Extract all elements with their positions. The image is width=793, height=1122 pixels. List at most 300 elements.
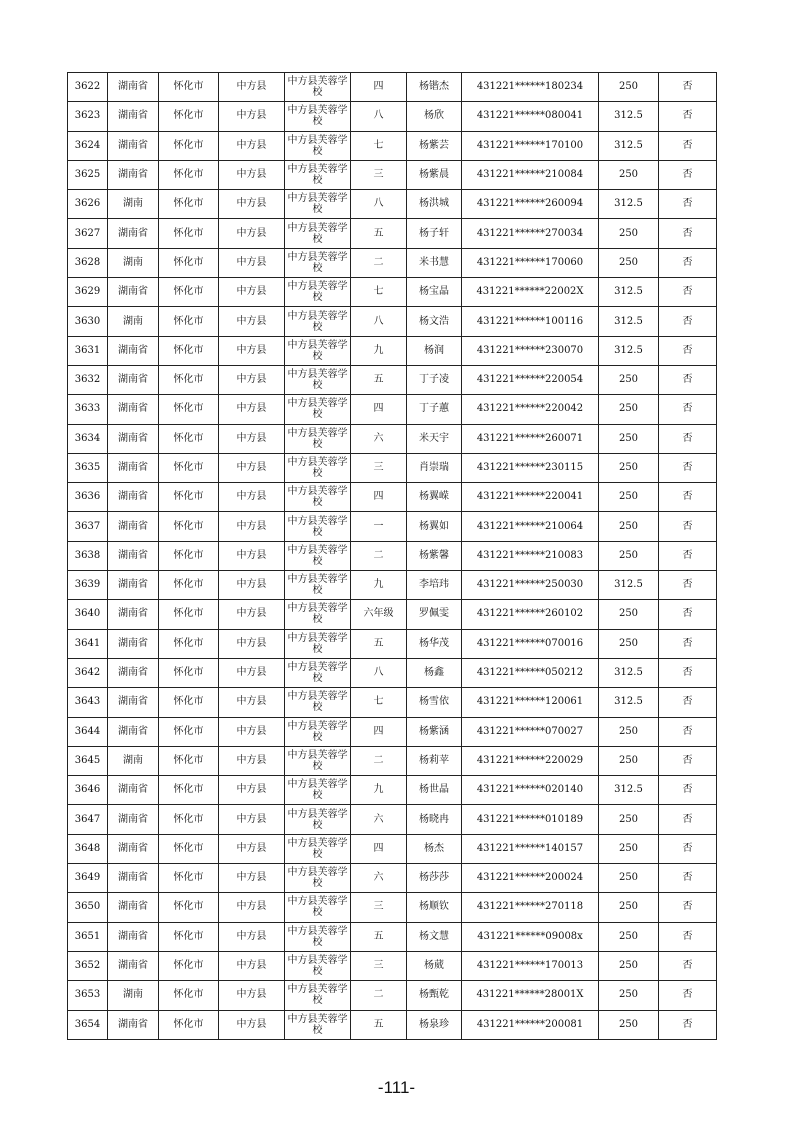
amount-cell: 312.5 [599,131,659,160]
county-cell: 中方县 [219,160,285,189]
seq-cell: 3637 [68,512,108,541]
seq-cell: 3622 [68,73,108,102]
amount-cell: 250 [599,365,659,394]
amount-cell: 250 [599,248,659,277]
seq-cell: 3647 [68,805,108,834]
flag-cell: 否 [659,922,717,951]
name-cell: 肖崇瑞 [407,453,462,482]
grade-cell: 四 [351,483,407,512]
name-cell: 杨葳 [407,951,462,980]
county-cell: 中方县 [219,424,285,453]
seq-cell: 3628 [68,248,108,277]
school-cell: 中方县芙蓉学校 [285,893,351,922]
id-number-cell: 431221******170100 [462,131,599,160]
province-cell: 湖南省 [108,395,159,424]
id-number-cell: 431221******260102 [462,600,599,629]
seq-cell: 3638 [68,541,108,570]
school-cell: 中方县芙蓉学校 [285,336,351,365]
table-row [68,102,717,131]
flag-cell: 否 [659,278,717,307]
grade-cell: 六 [351,805,407,834]
amount-cell: 250 [599,951,659,980]
flag-cell: 否 [659,658,717,687]
city-cell: 怀化市 [159,336,219,365]
name-cell: 杨顺钦 [407,893,462,922]
city-cell: 怀化市 [159,834,219,863]
school-cell: 中方县芙蓉学校 [285,658,351,687]
flag-cell: 否 [659,424,717,453]
province-cell: 湖南省 [108,600,159,629]
name-cell: 杨雪依 [407,688,462,717]
county-cell: 中方县 [219,688,285,717]
id-number-cell: 431221******230115 [462,453,599,482]
seq-cell: 3644 [68,717,108,746]
grade-cell: 五 [351,1010,407,1039]
province-cell: 湖南 [108,981,159,1010]
seq-cell: 3646 [68,776,108,805]
name-cell: 杨世晶 [407,776,462,805]
flag-cell: 否 [659,893,717,922]
amount-cell: 312.5 [599,776,659,805]
name-cell: 杨莉苹 [407,746,462,775]
county-cell: 中方县 [219,658,285,687]
table-row [68,131,717,160]
flag-cell: 否 [659,688,717,717]
school-cell: 中方县芙蓉学校 [285,629,351,658]
county-cell: 中方县 [219,190,285,219]
name-cell: 杨洪城 [407,190,462,219]
table-row [68,395,717,424]
table-row [68,73,717,102]
school-cell: 中方县芙蓉学校 [285,541,351,570]
city-cell: 怀化市 [159,395,219,424]
county-cell: 中方县 [219,219,285,248]
seq-cell: 3641 [68,629,108,658]
grade-cell: 六年级 [351,600,407,629]
name-cell: 杨鑫 [407,658,462,687]
table-row [68,190,717,219]
province-cell: 湖南省 [108,131,159,160]
city-cell: 怀化市 [159,658,219,687]
grade-cell: 四 [351,395,407,424]
id-number-cell: 431221******200024 [462,864,599,893]
grade-cell: 七 [351,688,407,717]
table-row [68,922,717,951]
amount-cell: 312.5 [599,336,659,365]
county-cell: 中方县 [219,336,285,365]
id-number-cell: 431221******210084 [462,160,599,189]
table-row [68,336,717,365]
amount-cell: 250 [599,541,659,570]
school-cell: 中方县芙蓉学校 [285,600,351,629]
amount-cell: 312.5 [599,571,659,600]
table-row [68,453,717,482]
flag-cell: 否 [659,248,717,277]
grade-cell: 八 [351,102,407,131]
city-cell: 怀化市 [159,512,219,541]
table-row [68,219,717,248]
flag-cell: 否 [659,336,717,365]
seq-cell: 3631 [68,336,108,365]
county-cell: 中方县 [219,365,285,394]
id-number-cell: 431221******260094 [462,190,599,219]
province-cell: 湖南省 [108,365,159,394]
county-cell: 中方县 [219,307,285,336]
flag-cell: 否 [659,834,717,863]
grade-cell: 七 [351,278,407,307]
province-cell: 湖南省 [108,658,159,687]
province-cell: 湖南省 [108,160,159,189]
name-cell: 杨紫涵 [407,717,462,746]
seq-cell: 3627 [68,219,108,248]
city-cell: 怀化市 [159,160,219,189]
table-row [68,805,717,834]
seq-cell: 3626 [68,190,108,219]
amount-cell: 250 [599,805,659,834]
id-number-cell: 431221******210083 [462,541,599,570]
school-cell: 中方县芙蓉学校 [285,424,351,453]
id-number-cell: 431221******270118 [462,893,599,922]
city-cell: 怀化市 [159,688,219,717]
flag-cell: 否 [659,629,717,658]
seq-cell: 3653 [68,981,108,1010]
flag-cell: 否 [659,805,717,834]
table-row [68,600,717,629]
county-cell: 中方县 [219,278,285,307]
flag-cell: 否 [659,981,717,1010]
county-cell: 中方县 [219,102,285,131]
name-cell: 米书慧 [407,248,462,277]
county-cell: 中方县 [219,73,285,102]
city-cell: 怀化市 [159,190,219,219]
name-cell: 杨子轩 [407,219,462,248]
county-cell: 中方县 [219,600,285,629]
seq-cell: 3633 [68,395,108,424]
table-row [68,834,717,863]
name-cell: 杨甄乾 [407,981,462,1010]
id-number-cell: 431221******070027 [462,717,599,746]
city-cell: 怀化市 [159,248,219,277]
seq-cell: 3634 [68,424,108,453]
name-cell: 杨紫晨 [407,160,462,189]
seq-cell: 3624 [68,131,108,160]
school-cell: 中方县芙蓉学校 [285,922,351,951]
province-cell: 湖南省 [108,951,159,980]
city-cell: 怀化市 [159,483,219,512]
school-cell: 中方县芙蓉学校 [285,981,351,1010]
city-cell: 怀化市 [159,629,219,658]
province-cell: 湖南 [108,248,159,277]
seq-cell: 3636 [68,483,108,512]
id-number-cell: 431221******220054 [462,365,599,394]
id-number-cell: 431221******070016 [462,629,599,658]
amount-cell: 250 [599,834,659,863]
amount-cell: 312.5 [599,688,659,717]
school-cell: 中方县芙蓉学校 [285,131,351,160]
province-cell: 湖南省 [108,102,159,131]
grade-cell: 五 [351,629,407,658]
province-cell: 湖南 [108,190,159,219]
table-row [68,717,717,746]
seq-cell: 3640 [68,600,108,629]
city-cell: 怀化市 [159,600,219,629]
city-cell: 怀化市 [159,746,219,775]
id-number-cell: 431221******250030 [462,571,599,600]
grade-cell: 六 [351,864,407,893]
city-cell: 怀化市 [159,922,219,951]
province-cell: 湖南省 [108,512,159,541]
county-cell: 中方县 [219,453,285,482]
amount-cell: 312.5 [599,658,659,687]
name-cell: 丁子凌 [407,365,462,394]
table-row [68,776,717,805]
id-number-cell: 431221******170013 [462,951,599,980]
name-cell: 杨翼如 [407,512,462,541]
table-row [68,658,717,687]
county-cell: 中方县 [219,1010,285,1039]
province-cell: 湖南省 [108,483,159,512]
city-cell: 怀化市 [159,307,219,336]
province-cell: 湖南省 [108,834,159,863]
city-cell: 怀化市 [159,424,219,453]
grade-cell: 八 [351,658,407,687]
city-cell: 怀化市 [159,717,219,746]
flag-cell: 否 [659,512,717,541]
city-cell: 怀化市 [159,951,219,980]
province-cell: 湖南省 [108,571,159,600]
school-cell: 中方县芙蓉学校 [285,190,351,219]
id-number-cell: 431221******170060 [462,248,599,277]
flag-cell: 否 [659,307,717,336]
province-cell: 湖南省 [108,541,159,570]
amount-cell: 250 [599,483,659,512]
county-cell: 中方县 [219,571,285,600]
county-cell: 中方县 [219,922,285,951]
id-number-cell: 431221******220042 [462,395,599,424]
province-cell: 湖南 [108,746,159,775]
id-number-cell: 431221******220041 [462,483,599,512]
name-cell: 丁子蕙 [407,395,462,424]
id-number-cell: 431221******020140 [462,776,599,805]
amount-cell: 250 [599,864,659,893]
table-row [68,1010,717,1039]
amount-cell: 250 [599,424,659,453]
school-cell: 中方县芙蓉学校 [285,483,351,512]
county-cell: 中方县 [219,864,285,893]
province-cell: 湖南省 [108,688,159,717]
flag-cell: 否 [659,951,717,980]
table-row [68,160,717,189]
flag-cell: 否 [659,1010,717,1039]
flag-cell: 否 [659,73,717,102]
id-number-cell: 431221******180234 [462,73,599,102]
amount-cell: 250 [599,629,659,658]
county-cell: 中方县 [219,893,285,922]
seq-cell: 3632 [68,365,108,394]
grade-cell: 三 [351,951,407,980]
id-number-cell: 431221******09008x [462,922,599,951]
id-number-cell: 431221******200081 [462,1010,599,1039]
seq-cell: 3642 [68,658,108,687]
id-number-cell: 431221******260071 [462,424,599,453]
grade-cell: 五 [351,922,407,951]
school-cell: 中方县芙蓉学校 [285,307,351,336]
grade-cell: 一 [351,512,407,541]
seq-cell: 3643 [68,688,108,717]
grade-cell: 二 [351,541,407,570]
amount-cell: 250 [599,922,659,951]
city-cell: 怀化市 [159,219,219,248]
seq-cell: 3648 [68,834,108,863]
name-cell: 杨晓冉 [407,805,462,834]
amount-cell: 312.5 [599,307,659,336]
province-cell: 湖南省 [108,424,159,453]
county-cell: 中方县 [219,512,285,541]
school-cell: 中方县芙蓉学校 [285,688,351,717]
province-cell: 湖南省 [108,864,159,893]
seq-cell: 3652 [68,951,108,980]
school-cell: 中方县芙蓉学校 [285,1010,351,1039]
name-cell: 米天宇 [407,424,462,453]
table-row [68,893,717,922]
grade-cell: 八 [351,190,407,219]
county-cell: 中方县 [219,131,285,160]
grade-cell: 三 [351,160,407,189]
county-cell: 中方县 [219,483,285,512]
province-cell: 湖南省 [108,336,159,365]
county-cell: 中方县 [219,834,285,863]
province-cell: 湖南省 [108,629,159,658]
grade-cell: 二 [351,248,407,277]
province-cell: 湖南省 [108,453,159,482]
page-number: -111- [377,1078,416,1097]
city-cell: 怀化市 [159,864,219,893]
table-row [68,365,717,394]
amount-cell: 250 [599,893,659,922]
table-row [68,571,717,600]
county-cell: 中方县 [219,776,285,805]
county-cell: 中方县 [219,717,285,746]
school-cell: 中方县芙蓉学校 [285,453,351,482]
amount-cell: 312.5 [599,190,659,219]
id-number-cell: 431221******050212 [462,658,599,687]
name-cell: 杨宝晶 [407,278,462,307]
table-row [68,512,717,541]
amount-cell: 250 [599,160,659,189]
table-row [68,248,717,277]
province-cell: 湖南省 [108,73,159,102]
flag-cell: 否 [659,571,717,600]
grade-cell: 三 [351,453,407,482]
grade-cell: 九 [351,336,407,365]
seq-cell: 3639 [68,571,108,600]
amount-cell: 250 [599,512,659,541]
grade-cell: 九 [351,776,407,805]
province-cell: 湖南省 [108,805,159,834]
city-cell: 怀化市 [159,893,219,922]
seq-cell: 3651 [68,922,108,951]
grade-cell: 二 [351,746,407,775]
county-cell: 中方县 [219,981,285,1010]
name-cell: 杨文浩 [407,307,462,336]
amount-cell: 250 [599,219,659,248]
table-row [68,483,717,512]
flag-cell: 否 [659,483,717,512]
grade-cell: 八 [351,307,407,336]
city-cell: 怀化市 [159,571,219,600]
county-cell: 中方县 [219,248,285,277]
school-cell: 中方县芙蓉学校 [285,102,351,131]
province-cell: 湖南省 [108,717,159,746]
name-cell: 杨文慧 [407,922,462,951]
table-row [68,864,717,893]
city-cell: 怀化市 [159,73,219,102]
school-cell: 中方县芙蓉学校 [285,776,351,805]
id-number-cell: 431221******120061 [462,688,599,717]
id-number-cell: 431221******270034 [462,219,599,248]
flag-cell: 否 [659,160,717,189]
school-cell: 中方县芙蓉学校 [285,571,351,600]
flag-cell: 否 [659,219,717,248]
county-cell: 中方县 [219,746,285,775]
city-cell: 怀化市 [159,131,219,160]
grade-cell: 二 [351,981,407,1010]
school-cell: 中方县芙蓉学校 [285,73,351,102]
table-row [68,629,717,658]
flag-cell: 否 [659,541,717,570]
table-row [68,951,717,980]
name-cell: 杨杰 [407,834,462,863]
name-cell: 李培玮 [407,571,462,600]
flag-cell: 否 [659,600,717,629]
grade-cell: 四 [351,73,407,102]
flag-cell: 否 [659,746,717,775]
flag-cell: 否 [659,365,717,394]
id-number-cell: 431221******010189 [462,805,599,834]
flag-cell: 否 [659,395,717,424]
school-cell: 中方县芙蓉学校 [285,248,351,277]
county-cell: 中方县 [219,395,285,424]
seq-cell: 3623 [68,102,108,131]
flag-cell: 否 [659,717,717,746]
amount-cell: 250 [599,600,659,629]
city-cell: 怀化市 [159,102,219,131]
school-cell: 中方县芙蓉学校 [285,395,351,424]
province-cell: 湖南省 [108,1010,159,1039]
table-row [68,746,717,775]
amount-cell: 250 [599,395,659,424]
amount-cell: 250 [599,981,659,1010]
amount-cell: 312.5 [599,278,659,307]
id-number-cell: 431221******28001X [462,981,599,1010]
id-number-cell: 431221******220029 [462,746,599,775]
seq-cell: 3645 [68,746,108,775]
school-cell: 中方县芙蓉学校 [285,219,351,248]
seq-cell: 3650 [68,893,108,922]
school-cell: 中方县芙蓉学校 [285,834,351,863]
grade-cell: 九 [351,571,407,600]
table-row [68,981,717,1010]
id-number-cell: 431221******210064 [462,512,599,541]
province-cell: 湖南省 [108,278,159,307]
school-cell: 中方县芙蓉学校 [285,717,351,746]
amount-cell: 250 [599,73,659,102]
name-cell: 罗佩雯 [407,600,462,629]
grade-cell: 四 [351,717,407,746]
name-cell: 杨紫芸 [407,131,462,160]
flag-cell: 否 [659,776,717,805]
province-cell: 湖南省 [108,893,159,922]
